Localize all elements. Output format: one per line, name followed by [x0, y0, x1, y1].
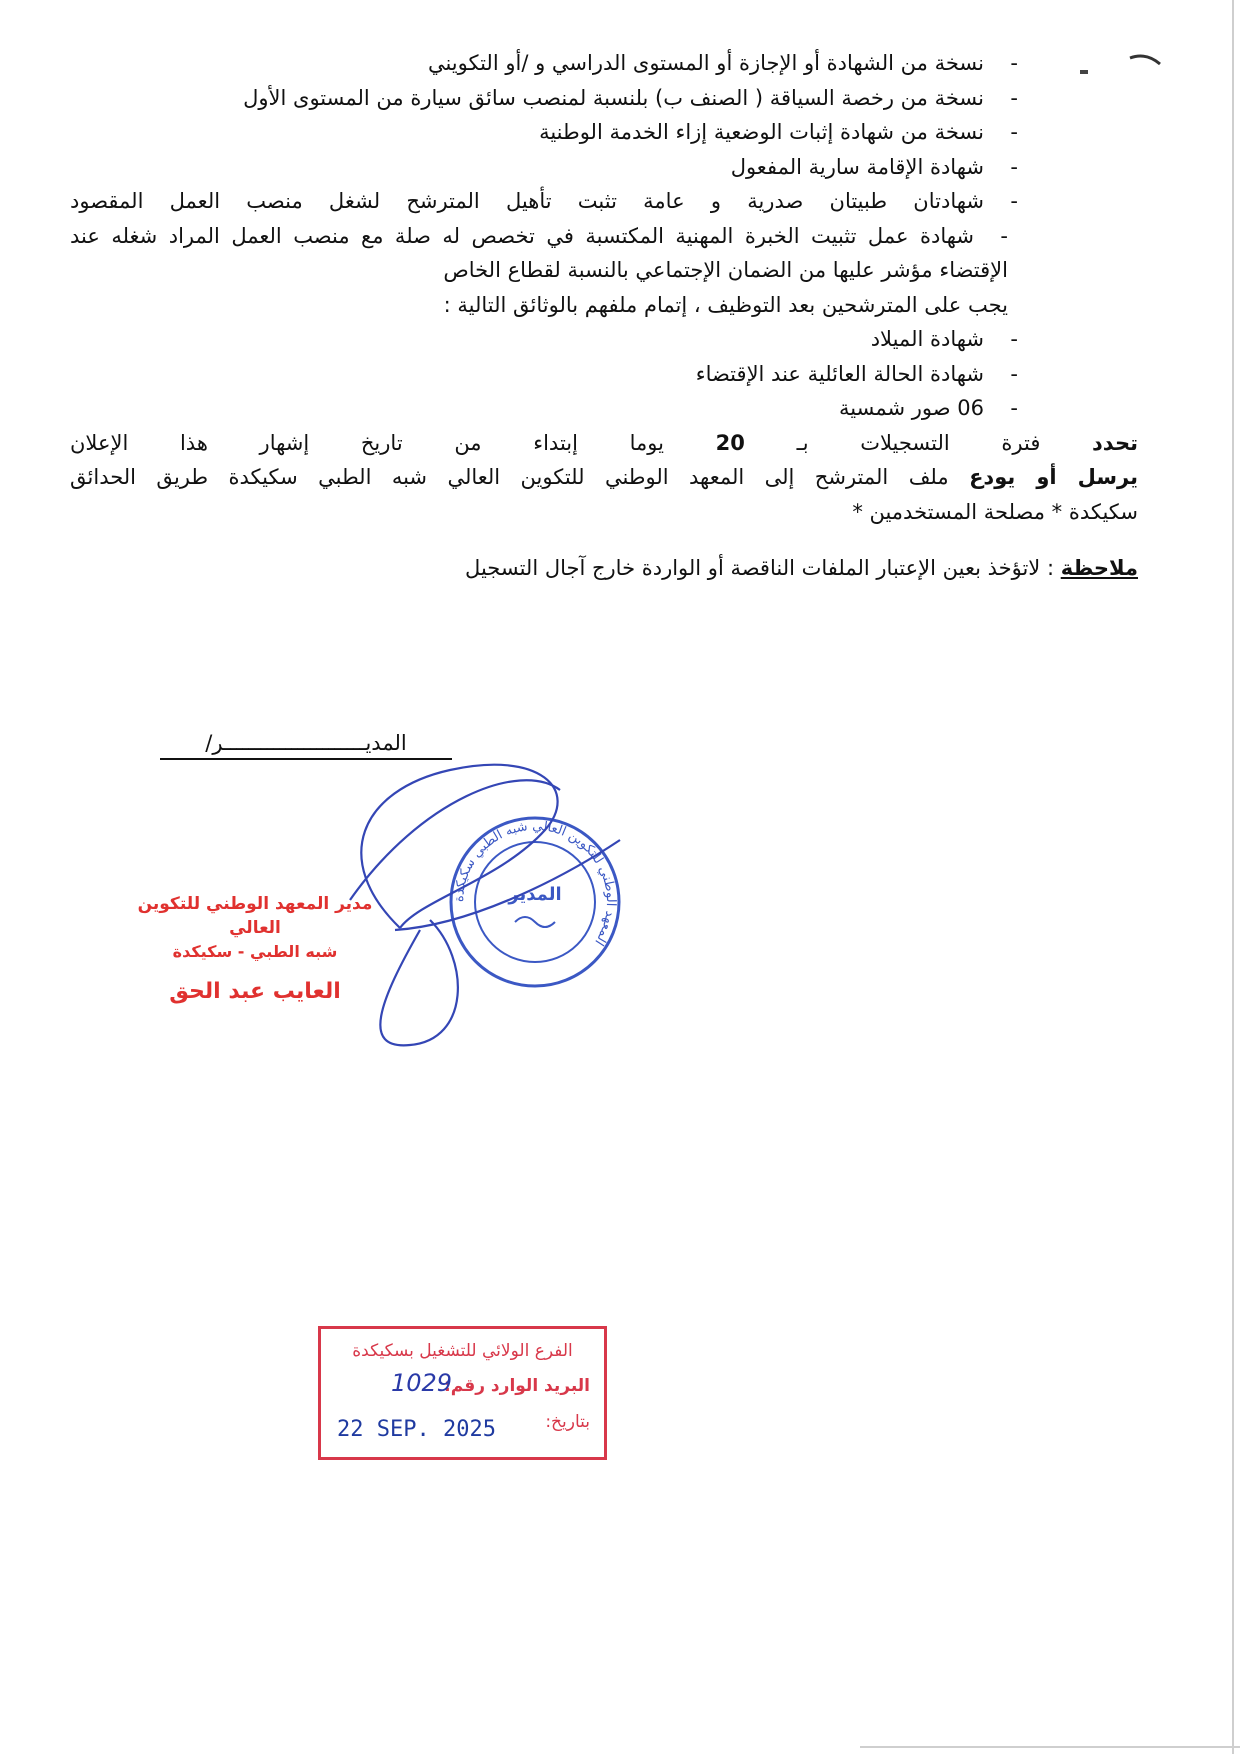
- scan-edge: [1232, 0, 1234, 1754]
- doc-item: - نسخة من شهادة إثبات الوضعية إزاء الخدمة الوطنية: [70, 115, 1018, 150]
- stamp-header: الفرع الولائي للتشغيل بسكيكدة: [352, 1341, 573, 1361]
- submission-line: [70, 460, 1138, 495]
- stamp-mail-number: 1029: [391, 1369, 453, 1397]
- seal-center-text: المدير: [508, 884, 562, 905]
- experience-line-2: الإقتضاء مؤشر عليها من الضمان الإجتماعي بالنسبة لقطاع الخاص: [443, 258, 1008, 282]
- red-stamp-name: العايب عبد الحق: [169, 979, 341, 1004]
- period-days: 20: [715, 430, 745, 455]
- doc-item: - نسخة من رخصة السياقة ( الصنف ب) بلنسبة لمنصب سائق سيارة من المستوى الأول: [70, 81, 1018, 116]
- doc-item: - نسخة من الشهادة أو الإجازة أو المستوى الدراسي و /أو التكويني: [70, 46, 1018, 81]
- send-text: ملف المترشح إلى المعهد الوطني للتكوين العالي شبه الطبي سكيكدة طريق الحدائق: [70, 465, 949, 489]
- document-body: [70, 46, 1138, 586]
- stamp-date-label: بتاريخ:: [545, 1412, 590, 1432]
- stamp-date-value: 22 SEP. 2025: [337, 1417, 496, 1442]
- submission-line-2: سكيكدة * مصلحة المستخدمين *: [852, 499, 1138, 524]
- after-doc-item: - شهادة الميلاد: [70, 322, 1018, 357]
- note-text: : لاتؤخذ بعين الإعتبار الملفات الناقصة أو الواردة خارج آجال التسجيل: [465, 556, 1055, 580]
- send-lead: يرسل أو يودع: [969, 465, 1138, 489]
- note-label: ملاحظة: [1060, 556, 1138, 580]
- doc-item: - شهادة الإقامة سارية المفعول: [70, 150, 1018, 185]
- red-stamp-line-2: شبه الطبي - سكيكدة: [172, 942, 338, 961]
- official-seal: [451, 818, 619, 986]
- seal-ring-text: المعهد الوطني للتكوين العالي شبه الطبي سكيكدة: [451, 818, 619, 949]
- stamp-mail-label: البريد الوارد رقم:: [443, 1376, 590, 1396]
- handwritten-signature: [350, 765, 620, 1046]
- red-stamp-line-1: مدير المعهد الوطني للتكوين العالي: [137, 894, 373, 938]
- after-hiring-intro: يجب على المترشحين بعد التوظيف ، إتمام ملفهم بالوثائق التالية :: [443, 292, 1008, 317]
- scan-bottom-edge: [860, 1746, 1240, 1748]
- after-doc-item: - شهادة الحالة العائلية عند الإقتضاء: [70, 357, 1018, 392]
- period-text: فترة التسجيلات بـ: [796, 430, 1041, 455]
- incoming-mail-stamp: [318, 1326, 607, 1460]
- red-signature-stamp: [130, 892, 380, 1012]
- doc-item: - شهادتان طبيتان صدرية و عامة تثبت تأهيل المترشح لشغل منصب العمل المقصود: [70, 184, 1018, 219]
- note-line: [70, 551, 1138, 586]
- director-title: المديـــــــــــــــــــــــر/: [160, 728, 452, 760]
- period-lead: تحدد: [1092, 430, 1138, 455]
- experience-line-1: - شهادة عمل تثبيت الخبرة المهنية المكتسبة في تخصص له صلة مع منصب العمل المراد شغله عند: [70, 219, 1008, 254]
- period-rest: يوما إبتداء من تاريخ إشهار هذا الإعلان: [70, 430, 664, 455]
- registration-period: [70, 426, 1138, 461]
- after-doc-item: - 06 صور شمسية: [70, 391, 1018, 426]
